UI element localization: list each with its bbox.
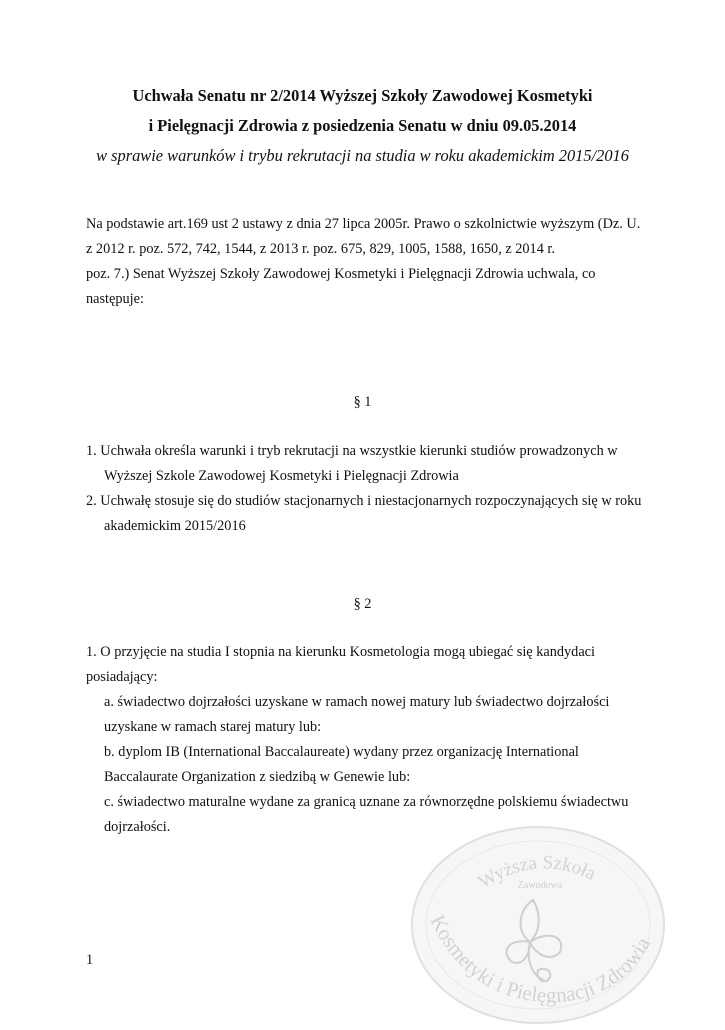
section-2-point-a-cont: uzyskane w ramach starej matury lub: bbox=[104, 719, 322, 735]
preamble-line-1: Na podstawie art.169 ust 2 ustawy z dnia 27 lipca 2005r. Prawo o szkolnictwie wyższym (Dz. U. bbox=[86, 216, 641, 232]
page-number: 1 bbox=[86, 952, 94, 968]
section-1-item-1: 1. Uchwała określa warunki i tryb rekrutacji na wszystkie kierunki studiów prowadzonych w bbox=[86, 443, 618, 459]
preamble-line-2: z 2012 r. poz. 572, 742, 1544, z 2013 r. poz. 675, 829, 1005, 1588, 1650, z 2014 r. bbox=[86, 241, 555, 257]
section-1-item-2-cont: akademickim 2015/2016 bbox=[104, 518, 246, 534]
section-2-point-b-cont: Baccalaurate Organization z siedzibą w Genewie lub: bbox=[104, 769, 411, 785]
section-2-point-c: c. świadectwo maturalne wydane za granicą uznane za równorzędne polskiemu świadectwu bbox=[104, 794, 629, 810]
stamp-bottom-text: Kosmetyki i Pielęgnacji Zdrowia bbox=[425, 910, 656, 1008]
stamp-middle-text: Zawodowa bbox=[517, 880, 563, 891]
section-2-item-1-cont: posiadający: bbox=[86, 669, 158, 685]
section-2-point-a: a. świadectwo dojrzałości uzyskane w ramach nowej matury lub świadectwo dojrzałości bbox=[104, 694, 610, 710]
resolution-subtitle: w sprawie warunków i trybu rekrutacji na studia w roku akademickim 2015/2016 bbox=[96, 146, 629, 165]
section-1-heading: § 1 bbox=[353, 394, 372, 410]
preamble-line-3: poz. 7.) Senat Wyższej Szkoły Zawodowej Kosmetyki i Pielęgnacji Zdrowia uchwala, co bbox=[86, 266, 596, 282]
resolution-title-line-2: i Pielęgnacji Zdrowia z posiedzenia Senatu w dniu 09.05.2014 bbox=[148, 116, 577, 135]
preamble-line-4: następuje: bbox=[86, 291, 144, 307]
school-watermark-stamp bbox=[408, 820, 668, 1025]
stamp-graphic bbox=[408, 820, 668, 1025]
section-2-heading: § 2 bbox=[353, 596, 372, 612]
stamp-top-text: Wyższa Szkoła bbox=[474, 852, 599, 893]
section-2-point-b: b. dyplom IB (International Baccalaureate) wydany przez organizację International bbox=[104, 744, 579, 760]
section-1-item-2: 2. Uchwałę stosuje się do studiów stacjonarnych i niestacjonarnych rozpoczynających się w roku bbox=[86, 493, 642, 509]
resolution-title-line-1: Uchwała Senatu nr 2/2014 Wyższej Szkoły Zawodowej Kosmetyki bbox=[132, 86, 593, 105]
section-2-item-1: 1. O przyjęcie na studia I stopnia na kierunku Kosmetologia mogą ubiegać się kandydaci bbox=[86, 644, 595, 660]
section-1-item-1-cont: Wyższej Szkole Zawodowej Kosmetyki i Pielęgnacji Zdrowia bbox=[104, 468, 459, 484]
section-2-point-c-cont: dojrzałości. bbox=[104, 819, 171, 835]
